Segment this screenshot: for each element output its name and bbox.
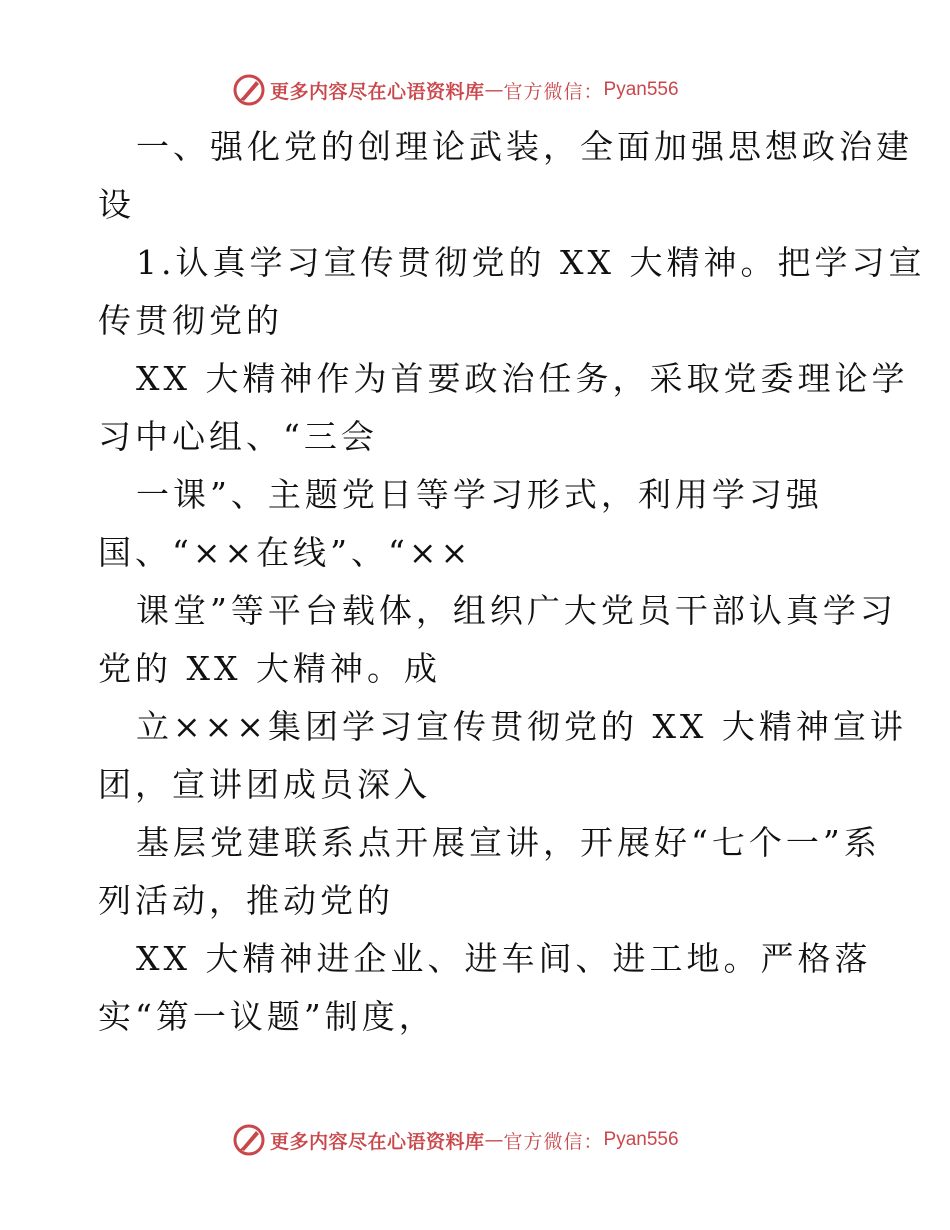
watermark-dash: —	[484, 1129, 504, 1151]
watermark-dash: —	[484, 79, 504, 101]
header-watermark	[232, 70, 679, 110]
document-line: XX 大精神作为首要政治任务，采取党委理论学	[136, 359, 909, 398]
document-line: 1.认真学习宣传贯彻党的 XX 大精神。把学习宣	[136, 243, 926, 282]
footer-watermark	[232, 1120, 679, 1160]
document-line: 党的 XX 大精神。成	[98, 649, 441, 688]
document-line: 实“第一议题”制度，	[98, 997, 436, 1036]
document-line: 课堂”等平台载体，组织广大党员干部认真学习	[136, 591, 897, 630]
document-line: 一课”、主题党日等学习形式，利用学习强	[136, 475, 823, 514]
document-line: 习中心组、“三会	[98, 417, 378, 456]
document-line: 立×××集团学习宣传贯彻党的 XX 大精神宣讲	[136, 707, 907, 746]
document-line: 列活动，推动党的	[98, 881, 394, 920]
watermark-contact-label: 官方微信：	[503, 1130, 604, 1153]
document-line: 传贯彻党的	[98, 301, 283, 340]
document-line: 国、“××在线”、“××	[98, 533, 473, 572]
quill-pen-icon	[232, 1123, 266, 1157]
watermark-wechat-id: Pyan556	[603, 79, 679, 100]
document-line: 基层党建联系点开展宣讲，开展好“七个一”系	[136, 823, 881, 862]
document-line: 团，宣讲团成员深入	[98, 765, 431, 804]
quill-pen-icon	[232, 73, 266, 107]
document-line: 设	[98, 185, 135, 224]
watermark-text: 更多内容尽在心语资料库	[270, 1130, 485, 1153]
document-body	[98, 118, 926, 1046]
document-line: 一、强化党的创理论武装，全面加强思想政治建	[136, 127, 913, 166]
watermark-contact-label: 官方微信：	[503, 80, 604, 103]
watermark-wechat-id: Pyan556	[603, 1129, 679, 1150]
document-line: XX 大精神进企业、进车间、进工地。严格落	[136, 939, 872, 978]
watermark-text: 更多内容尽在心语资料库	[270, 80, 485, 103]
